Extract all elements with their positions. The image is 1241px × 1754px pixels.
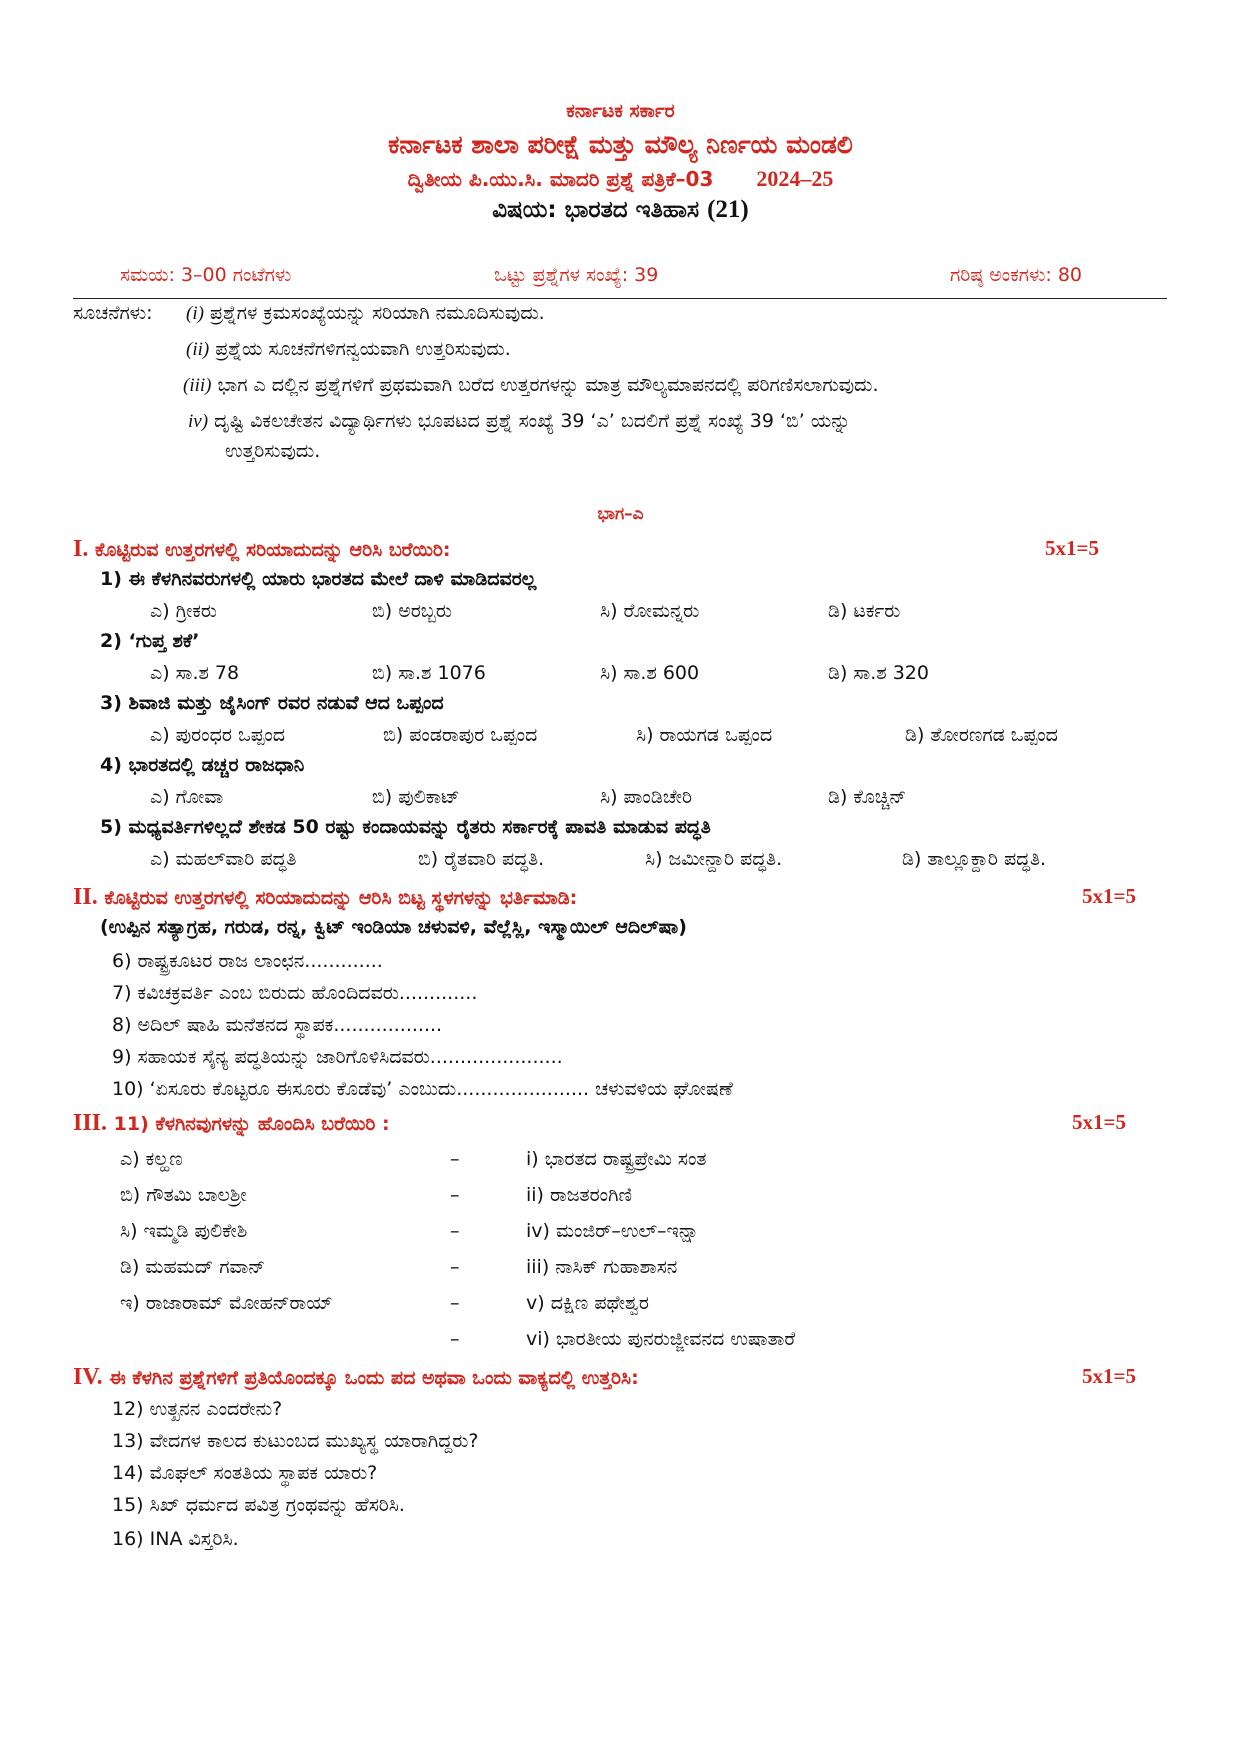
match-dash-2: –: [450, 1184, 460, 1206]
fill-item-7: 7) ಕವಿಚಕ್ರವರ್ತಿ ಎಂಬ ಬಿರುದು ಹೊಂದಿದವರು.............: [112, 982, 478, 1004]
paper-year: 2024–25: [756, 166, 834, 191]
match-left-e: ಇ) ರಾಜಾರಾಮ್ ಮೋಹನ್‌ರಾಯ್: [120, 1292, 333, 1314]
match-left-c: ಸಿ) ಇಮ್ಮಡಿ ಪುಲಿಕೇಶಿ: [120, 1220, 248, 1242]
match-dash-6: –: [450, 1328, 460, 1350]
match-right-3: iv) ಮಂಜಿರ್–ಉಲ್–ಇನ್ಷಾ: [526, 1220, 700, 1242]
q1-option-d: ಡಿ) ಟರ್ಕರು: [828, 600, 901, 622]
govt-title: ಕರ್ನಾಟಕ ಸರ್ಕಾರ: [566, 100, 675, 122]
section-4-marks: 5x1=5: [1082, 1364, 1136, 1388]
question-3: 3) ಶಿವಾಜಿ ಮತ್ತು ಜೈಸಿಂಗ್ ರವರ ನಡುವೆ ಆದ ಒಪ್ಪಂದ: [100, 692, 444, 714]
match-right-2: ii) ರಾಜತರಂಗಿಣಿ: [526, 1184, 632, 1206]
section-1-heading: I. ಕೊಟ್ಟಿರುವ ಉತ್ತರಗಳಲ್ಲಿ ಸರಿಯಾದುದನ್ನು ಆರಿಸಿ ಬರೆಯಿರಿ:: [73, 536, 451, 562]
section-3-heading: III. 11) ಕೆಳಗಿನವುಗಳನ್ನು ಹೊಂದಿಸಿ ಬರೆಯಿರಿ :: [73, 1110, 390, 1136]
match-right-1: i) ಭಾರತದ ರಾಷ್ಟ್ರಪ್ರೇಮಿ ಸಂತ: [526, 1148, 707, 1170]
paper-title: [0, 166, 1241, 192]
instruction-2: (ii) ಪ್ರಶ್ನೆಯ ಸೂಚನೆಗಳಿಗನ್ವಯವಾಗಿ ಉತ್ತರಿಸುವುದು.: [186, 338, 511, 360]
section-3-marks: 5x1=5: [1072, 1110, 1126, 1134]
q2-option-b: ಬಿ) ಸಾ.ಶ 1076: [372, 662, 486, 684]
short-question-13: 13) ವೇದಗಳ ಕಾಲದ ಕುಟುಂಬದ ಮುಖ್ಯಸ್ಥ ಯಾರಾಗಿದ್ದರು?: [112, 1430, 479, 1452]
q1-option-a: ಎ) ಗ್ರೀಕರು: [150, 600, 217, 622]
instruction-3: (iii) ಭಾಗ ಎ ದಲ್ಲಿನ ಪ್ರಶ್ನೆಗಳಿಗೆ ಪ್ರಥಮವಾಗಿ ಬರೆದ ಉತ್ತರಗಳನ್ನು ಮಾತ್ರ ಮೌಲ್ಯಮಾಪನದಲ್ಲಿ ಪರಿಗಣಿಸಲಾಗುವುದು.: [183, 374, 879, 396]
subject-label: ವಿಷಯ: ಭಾರತದ ಇತಿಹಾಸ: [492, 197, 700, 223]
total-questions: ಒಟ್ಟು ಪ್ರಶ್ನೆಗಳ ಸಂಖ್ಯೆ: 39: [494, 264, 659, 286]
header-divider: [73, 298, 1167, 299]
q3-option-b: ಬಿ) ಪಂಡರಾಪುರ ಒಪ್ಪಂದ: [383, 724, 538, 746]
match-left-d: ಡಿ) ಮಹಮದ್ ಗವಾನ್: [120, 1256, 266, 1278]
q2-option-a: ಎ) ಸಾ.ಶ 78: [150, 662, 240, 684]
match-left-b: ಬಿ) ಗೌತಮಿ ಬಾಲಶ್ರೀ: [120, 1184, 247, 1206]
subject-code: (21): [707, 196, 749, 223]
question-5: 5) ಮಧ್ಯವರ್ತಿಗಳಿಲ್ಲದೆ ಶೇಕಡ 50 ರಷ್ಟು ಕಂದಾಯವನ್ನು ರೈತರು ಸರ್ಕಾರಕ್ಕೆ ಪಾವತಿ ಮಾಡುವ ಪದ್ಧತಿ: [100, 816, 711, 838]
q2-option-c: ಸಿ) ಸಾ.ಶ 600: [600, 662, 700, 684]
match-dash-4: –: [450, 1256, 460, 1278]
board-title: ಕರ್ನಾಟಕ ಶಾಲಾ ಪರೀಕ್ಷೆ ಮತ್ತು ಮೌಲ್ಯ ನಿರ್ಣಯ ಮಂಡಲಿ: [388, 130, 853, 159]
short-question-15: 15) ಸಿಖ್ ಧರ್ಮದ ಪವಿತ್ರ ಗ್ರಂಥವನ್ನು ಹೆಸರಿಸಿ.: [112, 1494, 405, 1516]
fill-item-10: 10) ‘ಏಸೂರು ಕೊಟ್ಟರೂ ಈಸೂರು ಕೊಡೆವು’ ಎಂಬುದು...................... ಚಳುವಳಿಯ ಘೋಷಣೆ: [112, 1078, 733, 1100]
match-right-6: vi) ಭಾರತೀಯ ಪುನರುಜ್ಜೀವನದ ಉಷಾತಾರೆ: [526, 1328, 796, 1350]
question-2: 2) ‘ಗುಪ್ತ ಶಕೆ’: [100, 630, 200, 652]
q5-option-d: ಡಿ) ತಾಲ್ಲೂಕ್ದಾರಿ ಪದ್ಧತಿ.: [902, 848, 1047, 870]
q4-option-b: ಬಿ) ಪುಲಿಕಾಟ್: [372, 786, 460, 808]
q4-option-c: ಸಿ) ಪಾಂಡಿಚೇರಿ: [600, 786, 693, 808]
q2-option-d: ಡಿ) ಸಾ.ಶ 320: [828, 662, 929, 684]
match-right-5: v) ದಕ್ಷಿಣ ಪಥೇಶ್ವರ: [526, 1292, 649, 1314]
instructions-label: ಸೂಚನೆಗಳು:: [73, 302, 153, 324]
q4-option-a: ಎ) ಗೋವಾ: [150, 786, 224, 808]
fill-item-9: 9) ಸಹಾಯಕ ಸೈನ್ಯ ಪದ್ಧತಿಯನ್ನು ಜಾರಿಗೊಳಿಸಿದವರು......................: [112, 1046, 563, 1068]
instruction-4-continued: ಉತ್ತರಿಸುವುದು.: [225, 440, 321, 462]
q5-option-a: ಎ) ಮಹಲ್‌ವಾರಿ ಪದ್ಧತಿ: [150, 848, 297, 870]
fill-item-8: 8) ಅದಿಲ್ ಷಾಹಿ ಮನೆತನದ ಸ್ಥಾಪಕ..................: [112, 1014, 443, 1036]
exam-time: ಸಮಯ: 3–00 ಗಂಟೆಗಳು: [120, 264, 292, 286]
match-left-a: ಎ) ಕಲ್ಹಣ: [120, 1148, 183, 1170]
q1-option-c: ಸಿ) ರೋಮನ್ನರು: [600, 600, 700, 622]
match-dash-3: –: [450, 1220, 460, 1242]
question-1: 1) ಈ ಕೆಳಗಿನವರುಗಳಲ್ಲಿ ಯಾರು ಭಾರತದ ಮೇಲೆ ದಾಳಿ ಮಾಡಿದವರಲ್ಲ: [100, 568, 537, 590]
q4-option-d: ಡಿ) ಕೊಚ್ಚಿನ್: [828, 786, 907, 808]
q3-option-d: ಡಿ) ತೋರಣಗಡ ಒಪ್ಪಂದ: [905, 724, 1058, 746]
question-4: 4) ಭಾರತದಲ್ಲಿ ಡಚ್ಚರ ರಾಜಧಾನಿ: [100, 754, 305, 776]
q1-option-b: ಬಿ) ಅರಬ್ಬರು: [372, 600, 452, 622]
instruction-4: iv) ದೃಷ್ಟಿ ವಿಕಲಚೇತನ ವಿದ್ಯಾರ್ಥಿಗಳು ಭೂಪಟದ ಪ್ರಶ್ನೆ ಸಂಖ್ಯೆ 39 ‘ಎ’ ಬದಲಿಗೆ ಪ್ರಶ್ನೆ ಸಂಖ್ಯೆ 39 ‘ಬಿ’ ಯನ್ನು: [188, 410, 851, 432]
q5-option-b: ಬಿ) ರೈತವಾರಿ ಪದ್ಧತಿ.: [418, 848, 545, 870]
q5-option-c: ಸಿ) ಜಮೀನ್ದಾರಿ ಪದ್ಧತಿ.: [645, 848, 783, 870]
section-1-marks: 5x1=5: [1045, 536, 1099, 560]
part-title: ಭಾಗ–ಎ: [597, 504, 644, 524]
section-2-choices: (ಉಪ್ಪಿನ ಸತ್ಯಾಗ್ರಹ, ಗರುಡ, ರನ್ನ, ಕ್ವಿಟ್ ಇಂಡಿಯಾ ಚಳುವಳಿ, ವೆಲ್ಲೆಸ್ಲಿ, ಇಸ್ಮಾಯಿಲ್ ಆದಿಲ್‌ಷಾ): [100, 916, 687, 938]
section-2-heading: II. ಕೊಟ್ಟಿರುವ ಉತ್ತರಗಳಲ್ಲಿ ಸರಿಯಾದುದನ್ನು ಆರಿಸಿ ಬಿಟ್ಟ ಸ್ಥಳಗಳನ್ನು ಭರ್ತಿಮಾಡಿ:: [73, 884, 578, 910]
q3-option-c: ಸಿ) ರಾಯಗಡ ಒಪ್ಪಂದ: [636, 724, 773, 746]
short-question-16: 16) INA ವಿಸ್ತರಿಸಿ.: [112, 1528, 239, 1550]
section-4-heading: IV. ಈ ಕೆಳಗಿನ ಪ್ರಶ್ನೆಗಳಿಗೆ ಪ್ರತಿಯೊಂದಕ್ಕೂ ಒಂದು ಪದ ಅಥವಾ ಒಂದು ವಾಕ್ಯದಲ್ಲಿ ಉತ್ತರಿಸಿ:: [73, 1364, 639, 1390]
short-question-14: 14) ಮೊಘಲ್ ಸಂತತಿಯ ಸ್ಥಾಪಕ ಯಾರು?: [112, 1462, 378, 1484]
match-dash-1: –: [450, 1148, 460, 1170]
q3-option-a: ಎ) ಪುರಂಧರ ಒಪ್ಪಂದ: [150, 724, 286, 746]
paper-name: ದ್ವಿತೀಯ ಪಿ.ಯು.ಸಿ. ಮಾದರಿ ಪ್ರಶ್ನೆ ಪತ್ರಿಕೆ–03: [407, 167, 714, 191]
fill-item-6: 6) ರಾಷ್ಟ್ರಕೂಟರ ರಾಜ ಲಾಂಛನ.............: [112, 950, 383, 972]
max-marks: ಗರಿಷ್ಠ ಅಂಕಗಳು: 80: [950, 264, 1083, 286]
subject-title: [0, 196, 1241, 224]
section-2-marks: 5x1=5: [1082, 884, 1136, 908]
match-right-4: iii) ನಾಸಿಕ್ ಗುಹಾಶಾಸನ: [526, 1256, 678, 1278]
instruction-1: (i) ಪ್ರಶ್ನೆಗಳ ಕ್ರಮಸಂಖ್ಯೆಯನ್ನು ಸರಿಯಾಗಿ ನಮೂದಿಸುವುದು.: [186, 302, 545, 324]
short-question-12: 12) ಉತ್ಖನನ ಎಂದರೇನು?: [112, 1398, 283, 1420]
match-dash-5: –: [450, 1292, 460, 1314]
